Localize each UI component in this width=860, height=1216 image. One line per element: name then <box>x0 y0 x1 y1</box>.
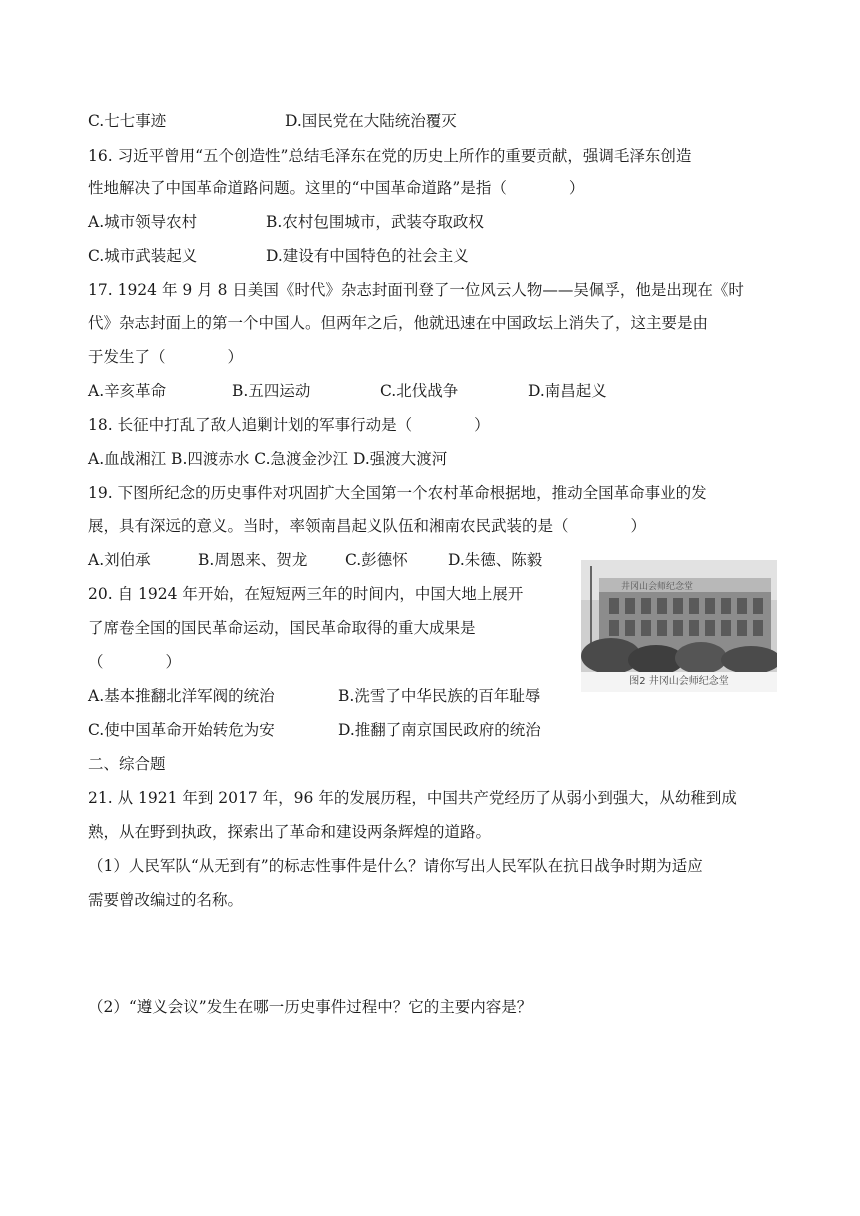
q20-stem-line3: （ ） <box>88 653 182 671</box>
memorial-hall-image <box>581 560 777 672</box>
q16-option-d: D.建设有中国特色的社会主义 <box>266 247 469 265</box>
jinggangshan-memorial-photo <box>581 560 777 692</box>
q20-option-b: B.洗雪了中华民族的百年耻辱 <box>338 687 541 705</box>
q19-option-d: D.朱德、陈毅 <box>448 551 543 569</box>
figure-caption: 图2 井冈山会师纪念堂 <box>581 672 777 692</box>
q19-stem-line1: 19. 下图所纪念的历史事件对巩固扩大全国第一个农村革命根据地，推动全国革命事业的发 <box>88 484 707 502</box>
q16-option-b: B.农村包围城市，武装夺取政权 <box>266 213 484 231</box>
q16-option-a: A.城市领导农村 <box>88 213 198 231</box>
q19-stem-line2: 展，具有深远的意义。当时，率领南昌起义队伍和湘南农民武装的是（ ） <box>88 517 647 535</box>
q20-stem-line1: 20. 自 1924 年开始，在短短两三年的时间内，中国大地上展开 <box>88 585 524 603</box>
memorial-sign-text: 井冈山会师纪念堂 <box>621 582 694 592</box>
q17-stem-line1: 17. 1924 年 9 月 8 日美国《时代》杂志封面刊登了一位风云人物——吴佩孚，他是出现在《时 <box>88 281 744 299</box>
q20-option-c: C.使中国革命开始转危为安 <box>88 721 275 739</box>
q17-option-a: A.辛亥革命 <box>88 382 167 400</box>
q18-stem: 18. 长征中打乱了敌人追剿计划的军事行动是（ ） <box>88 416 490 434</box>
q20-stem-line2: 了席卷全国的国民革命运动，国民革命取得的重大成果是 <box>88 619 476 637</box>
q16-option-c: C.城市武装起义 <box>88 247 198 265</box>
q17-option-d: D.南昌起义 <box>528 382 607 400</box>
q21-sub1-line2: 需要曾改编过的名称。 <box>88 891 244 909</box>
q21-stem-line2: 熟，从在野到执政，探索出了革命和建设两条辉煌的道路。 <box>88 823 492 841</box>
q19-option-a: A.刘伯承 <box>88 551 151 569</box>
q19-option-c: C.彭德怀 <box>345 551 408 569</box>
q21-sub1-line1: （1）人民军队“从无到有”的标志性事件是什么？请你写出人民军队在抗日战争时期为适应 <box>88 857 703 875</box>
q15-option-c: C.七七事迹 <box>88 112 167 130</box>
q17-option-c: C.北伐战争 <box>380 382 459 400</box>
q17-option-b: B.五四运动 <box>232 382 311 400</box>
q17-stem-line3: 于发生了（ ） <box>88 348 244 366</box>
q16-stem-line1: 16. 习近平曾用“五个创造性”总结毛泽东在党的历史上所作的重要贡献，强调毛泽东创造 <box>88 147 692 165</box>
q17-stem-line2: 代》杂志封面上的第一个中国人。但两年之后，他就迅速在中国政坛上消失了，这主要是由 <box>88 314 709 332</box>
q21-sub2: （2）“遵义会议”发生在哪一历史事件过程中？它的主要内容是？ <box>88 998 533 1016</box>
q19-option-b: B.周恩来、贺龙 <box>198 551 308 569</box>
section-title: 二、综合题 <box>88 755 166 773</box>
q20-option-d: D.推翻了南京国民政府的统治 <box>338 721 541 739</box>
q20-option-a: A.基本推翻北洋军阀的统治 <box>88 687 275 705</box>
q15-option-d: D.国民党在大陆统治覆灭 <box>285 112 457 130</box>
q18-options: A.血战湘江 B.四渡赤水 C.急渡金沙江 D.强渡大渡河 <box>88 450 448 468</box>
q16-stem-line2: 性地解决了中国革命道路问题。这里的“中国革命道路”是指（ ） <box>88 179 585 197</box>
q21-stem-line1: 21. 从 1921 年到 2017 年，96 年的发展历程，中国共产党经历了从弱小到强大，从幼稚到成 <box>88 789 737 807</box>
